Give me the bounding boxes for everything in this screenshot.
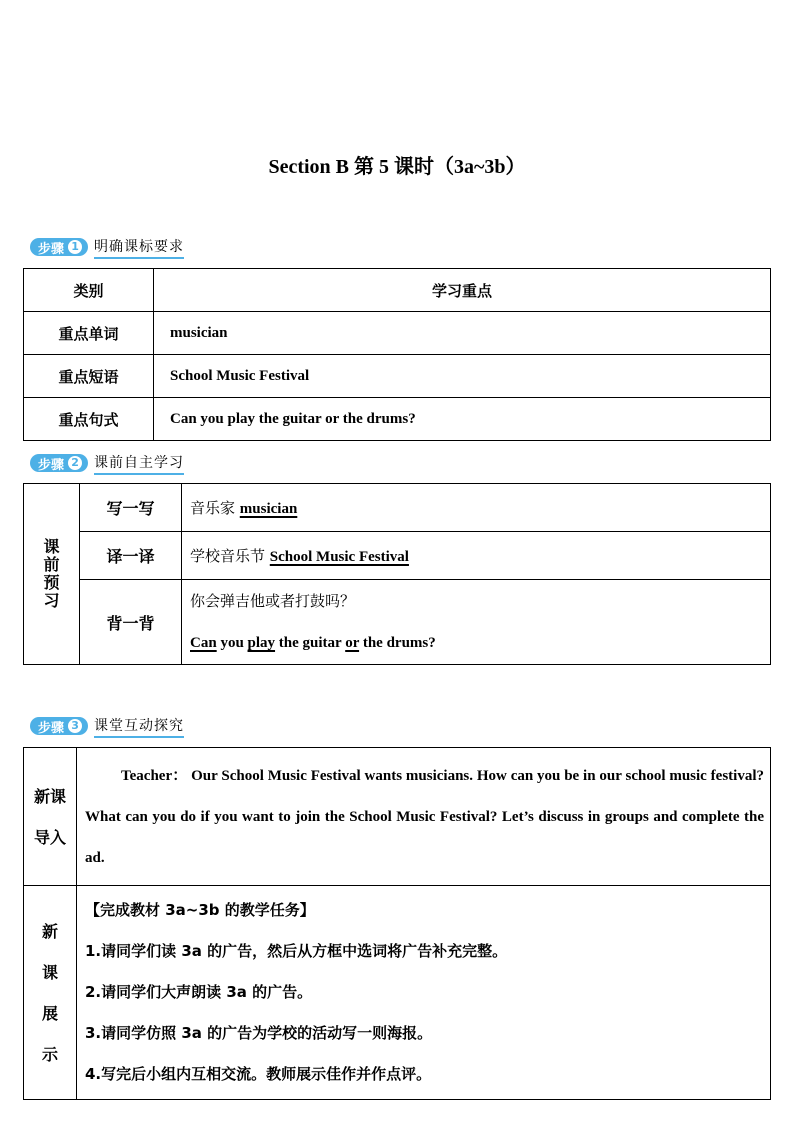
table-header-row [24,269,771,312]
intro-label [24,748,77,886]
table-row [24,355,771,398]
key-points-table [23,268,771,441]
table-row [24,580,771,665]
header-category: 类别 [24,269,154,312]
side-label-text: 课前预习 [43,537,60,610]
show-label-char: 展 [41,1003,58,1023]
row-label: 译一译 [80,532,182,580]
task-item: 4.写完后小组内互相交流。教师展示佳作并作点评。 [85,1065,432,1083]
step-badge [30,238,88,256]
answer-text: or [345,635,360,651]
chinese-text: 音乐家 [190,499,240,517]
row-content [182,484,771,532]
preview-table [23,483,771,665]
step-number: 2 [68,456,82,470]
row-label: 重点短语 [24,355,154,398]
side-label [24,484,80,665]
intro-text: Teacher： Our School Music Festival wants musicians. How can you be in our school music festival? What can you do if you want to join the School Music Festival? Let’s discuss in groups and complete the ad. [85,768,764,866]
row-label: 重点句式 [24,398,154,441]
chinese-text: 学校音乐节 [190,547,270,565]
table-row [24,748,771,886]
row-content [182,580,771,665]
row-label: 重点单词 [24,312,154,355]
step-title: 课前自主学习 [94,452,184,475]
step-title: 课堂互动探究 [94,715,184,738]
intro-text-cell [77,748,771,886]
step-number: 3 [68,719,82,733]
intro-label-line: 导入 [33,827,66,847]
step-label: 步骤 [38,457,65,473]
show-label-char: 课 [41,962,58,982]
step-badge [30,717,88,735]
answer-text: Can [190,635,217,651]
table-row [24,532,771,580]
step-title: 明确课标要求 [94,236,184,259]
table-row [24,398,771,441]
show-label-char: 示 [41,1044,58,1064]
row-value: Can you play the guitar or the drums? [154,398,771,441]
row-value: School Music Festival [154,355,771,398]
show-label-char: 新 [41,921,58,941]
sentence-text: you [216,635,248,651]
step-label: 步骤 [38,241,65,257]
chinese-sentence: 你会弹吉他或者打鼓吗？ [190,592,356,610]
step-1-heading [30,237,184,257]
task-item: 1.请同学们读 3a 的广告，然后从方框中选词将广告补充完整。 [85,942,508,960]
table-row [24,312,771,355]
step-label: 步骤 [38,720,65,736]
step-3-heading [30,716,184,736]
table-row [24,886,771,1100]
task-item: 3.请同学仿照 3a 的广告为学校的活动写一则海报。 [85,1024,433,1042]
answer-text: School Music Festival [269,549,409,565]
step-number: 1 [68,240,82,254]
task-list [77,886,771,1100]
row-label: 写一写 [80,484,182,532]
classroom-table [23,747,771,1100]
sentence-text: the guitar [275,635,346,651]
task-item: 2.请同学们大声朗读 3a 的广告。 [85,983,313,1001]
row-content [182,532,771,580]
step-2-heading [30,453,184,473]
page-title: Section B 第 5 课时（3a~3b） [268,156,526,178]
row-value: musician [154,312,771,355]
answer-text: play [247,635,276,651]
english-sentence [190,622,770,664]
task-item: 【完成教材 3a~3b 的教学任务】 [85,901,315,919]
intro-label-line: 新课 [33,786,66,806]
table-row [24,484,771,532]
row-label: 背一背 [80,580,182,665]
answer-text: musician [239,501,298,517]
header-focus: 学习重点 [154,269,771,312]
show-label [24,886,77,1100]
step-badge [30,454,88,472]
sentence-text: the drums? [359,635,436,651]
